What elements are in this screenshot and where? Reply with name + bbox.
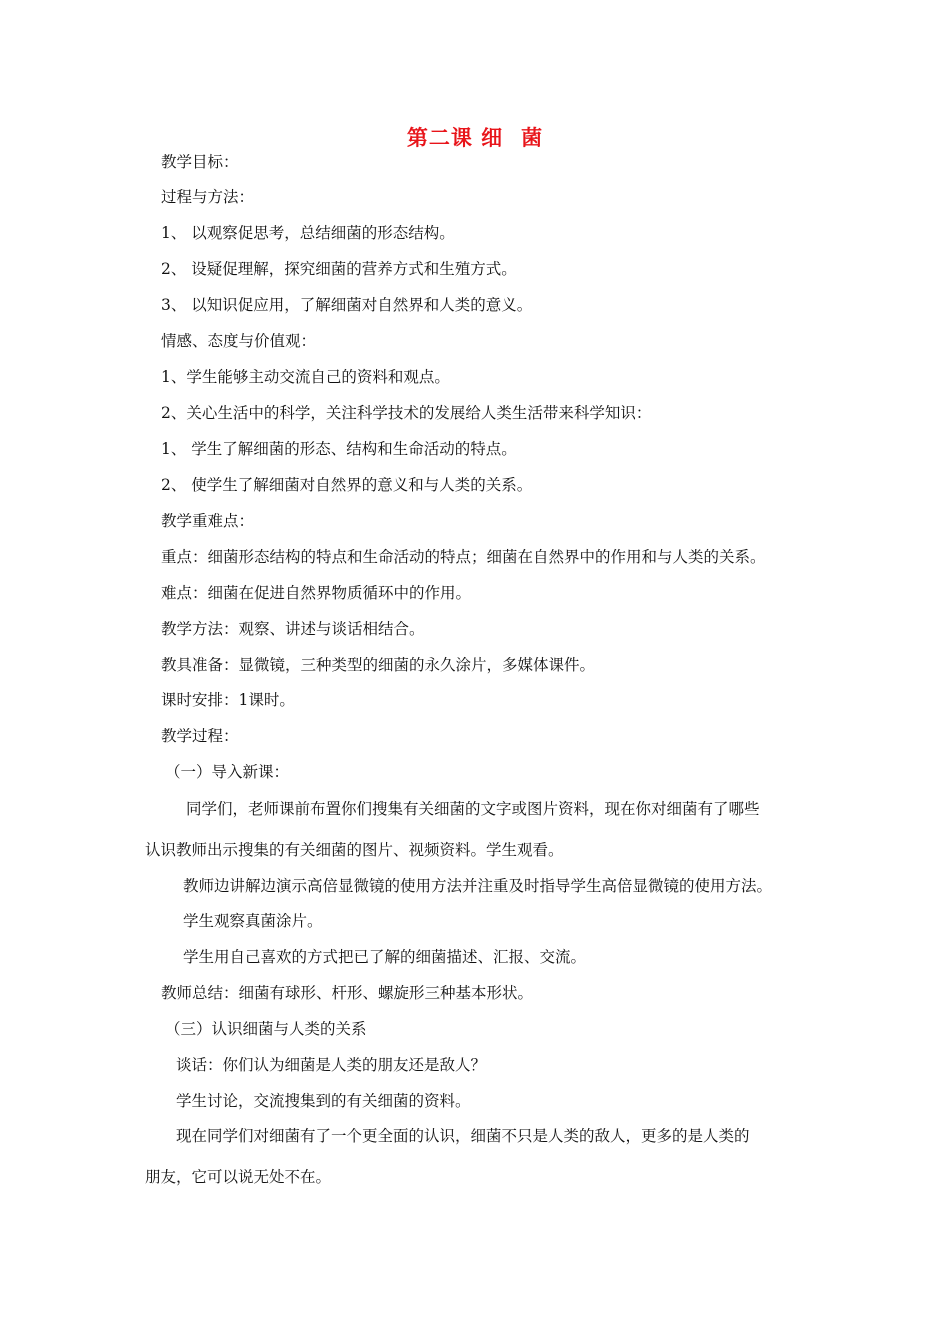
line-key-points-heading: 教学重难点： <box>161 512 255 530</box>
line-observe-slide: 学生观察真菌涂片。 <box>183 912 323 930</box>
line-discussion: 学生讨论，交流搜集到的有关细菌的资料。 <box>176 1092 471 1110</box>
line-difficult-point: 难点：细菌在促进自然界物质循环中的作用。 <box>161 584 472 602</box>
line-conclusion-paragraph-2: 朋友，它可以说无处不在。 <box>145 1168 332 1186</box>
title-part-1: 第二课 细 <box>406 126 504 150</box>
line-report: 学生用自己喜欢的方式把已了解的细菌描述、汇报、交流。 <box>183 948 587 966</box>
line-process-3: 3、 以知识促应用，了解细菌对自然界和人类的意义。 <box>161 296 533 314</box>
line-teaching-aids: 教具准备：显微镜，三种类型的细菌的永久涂片，多媒体课件。 <box>161 656 596 674</box>
line-demonstration: 教师边讲解边演示高倍显微镜的使用方法并注重及时指导学生高倍显微镜的使用方法。 <box>183 877 773 895</box>
line-class-hours: 课时安排：1课时。 <box>161 691 295 709</box>
title-part-2: 菌 <box>521 126 544 150</box>
line-teaching-method: 教学方法：观察、讲述与谈话相结合。 <box>161 620 425 638</box>
line-section-3-heading: （三）认识细菌与人类的关系 <box>165 1020 367 1038</box>
line-teaching-process-heading: 教学过程： <box>161 727 239 745</box>
line-key-point: 重点：细菌形态结构的特点和生命活动的特点；细菌在自然界中的作用和与人类的关系。 <box>161 548 766 566</box>
line-knowledge-1: 1、 学生了解细菌的形态、结构和生命活动的特点。 <box>161 440 517 458</box>
line-attitude-heading: 情感、态度与价值观： <box>161 332 317 350</box>
document-title <box>0 122 950 152</box>
line-conclusion-paragraph-1: 现在同学们对细菌有了一个更全面的认识，细菌不只是人类的敌人，更多的是人类的 <box>176 1127 750 1145</box>
line-teacher-summary: 教师总结：细菌有球形、杆形、螺旋形三种基本形状。 <box>161 984 534 1002</box>
line-attitude-1: 1、学生能够主动交流自己的资料和观点。 <box>161 368 450 386</box>
line-talk-question: 谈话：你们认为细菌是人类的朋友还是敌人？ <box>176 1056 487 1074</box>
line-knowledge-2: 2、 使学生了解细菌对自然界的意义和与人类的关系。 <box>161 476 533 494</box>
line-objectives-heading: 教学目标： <box>161 153 239 171</box>
line-process-1: 1、 以观察促思考，总结细菌的形态结构。 <box>161 224 455 242</box>
line-process-2: 2、 设疑促理解，探究细菌的营养方式和生殖方式。 <box>161 260 517 278</box>
line-intro-paragraph-1: 同学们，老师课前布置你们搜集有关细菌的文字或图片资料，现在你对细菌有了哪些 <box>186 800 760 818</box>
line-process-method-heading: 过程与方法： <box>161 188 255 206</box>
line-section-1-heading: （一）导入新课： <box>165 763 290 781</box>
line-attitude-2: 2、关心生活中的科学，关注科学技术的发展给人类生活带来科学知识： <box>161 404 652 422</box>
line-intro-paragraph-2: 认识教师出示搜集的有关细菌的图片、视频资料。学生观看。 <box>145 841 564 859</box>
